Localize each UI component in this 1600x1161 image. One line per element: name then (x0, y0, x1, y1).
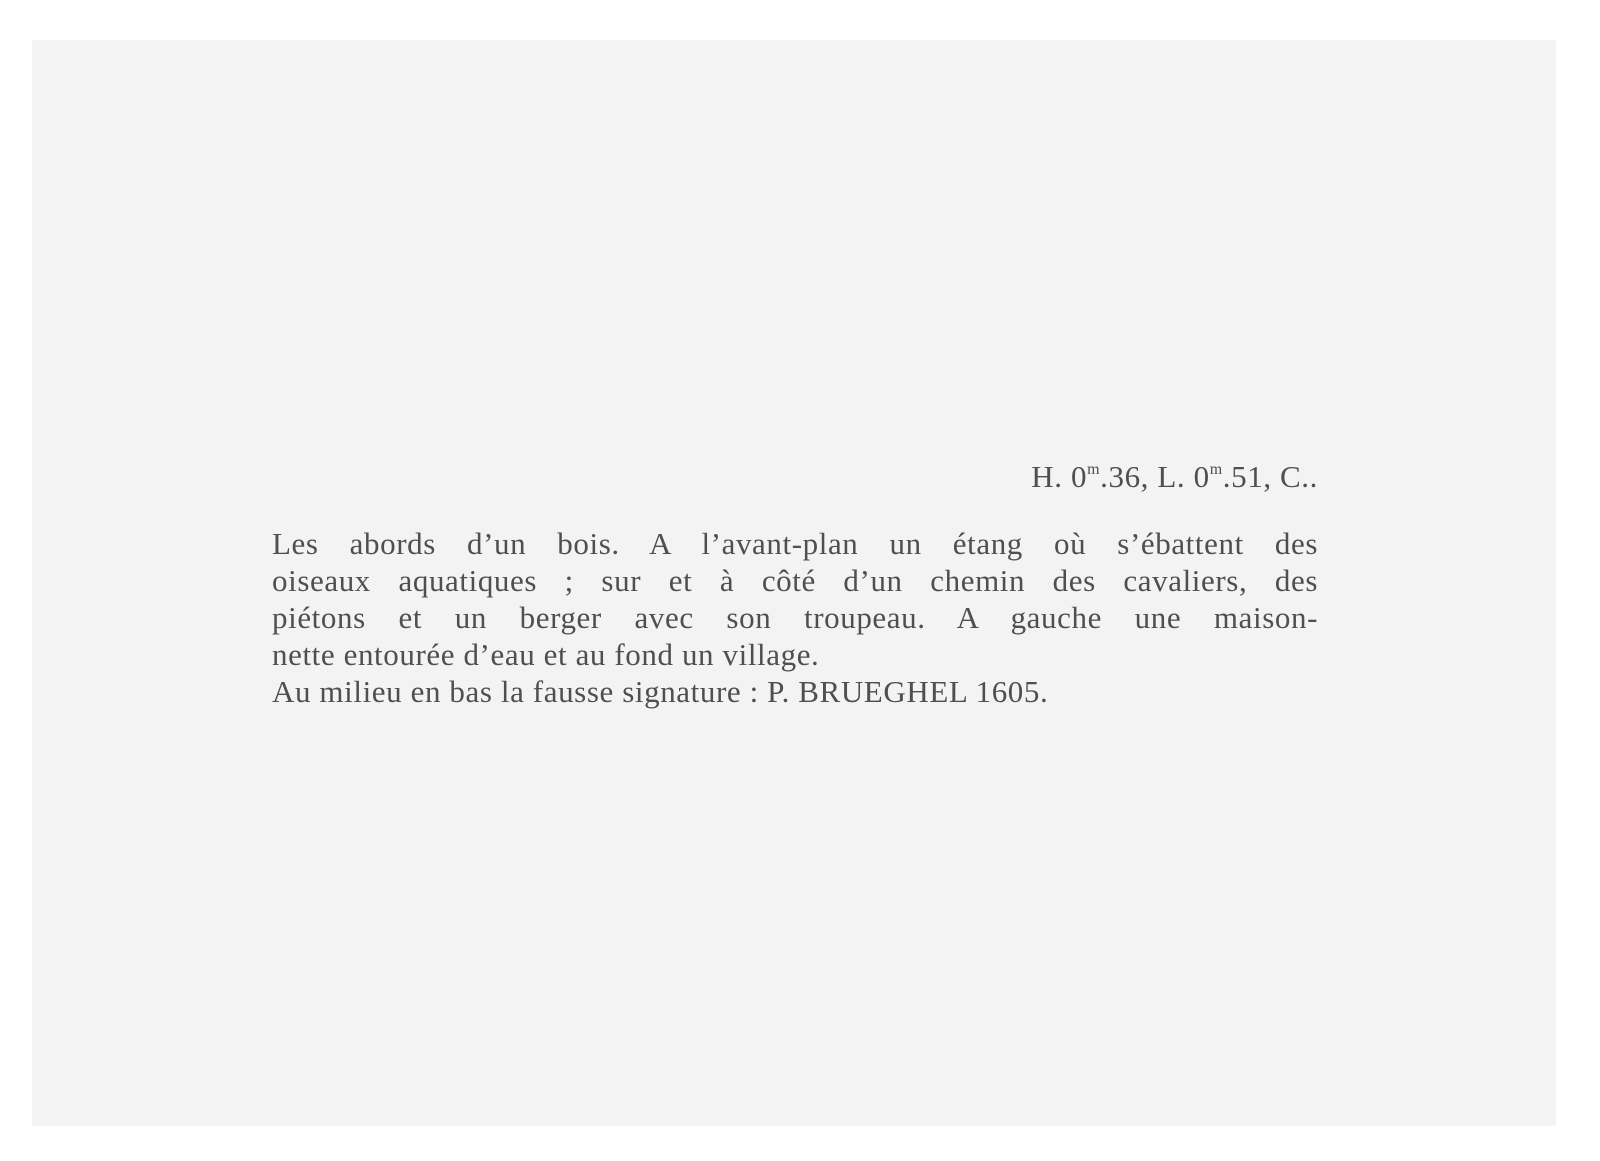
height-unit: m (1087, 461, 1101, 478)
description-line: oiseaux aquatiques ; sur et à côté d’un chemin des cavaliers, des (272, 563, 1318, 598)
description-paragraph (272, 525, 1318, 710)
description-line: Les abords d’un bois. A l’avant-plan un étang où s’ébattent des (272, 526, 1318, 561)
signature-note: Au milieu en bas la fausse signature : P. BRUEGHEL 1605. (272, 674, 1049, 709)
description-line: piétons et un berger avec son troupeau. A gauche une maison- (272, 600, 1318, 635)
height-label: H. 0 (1031, 459, 1088, 494)
description-line: nette entourée d’eau et au fond un village. (272, 637, 820, 672)
width-unit: m (1209, 461, 1223, 478)
dimensions-line (840, 455, 1318, 499)
width-value: .51, C.. (1222, 459, 1318, 494)
width-label: L. 0 (1157, 459, 1210, 494)
height-value: .36, (1100, 459, 1158, 494)
